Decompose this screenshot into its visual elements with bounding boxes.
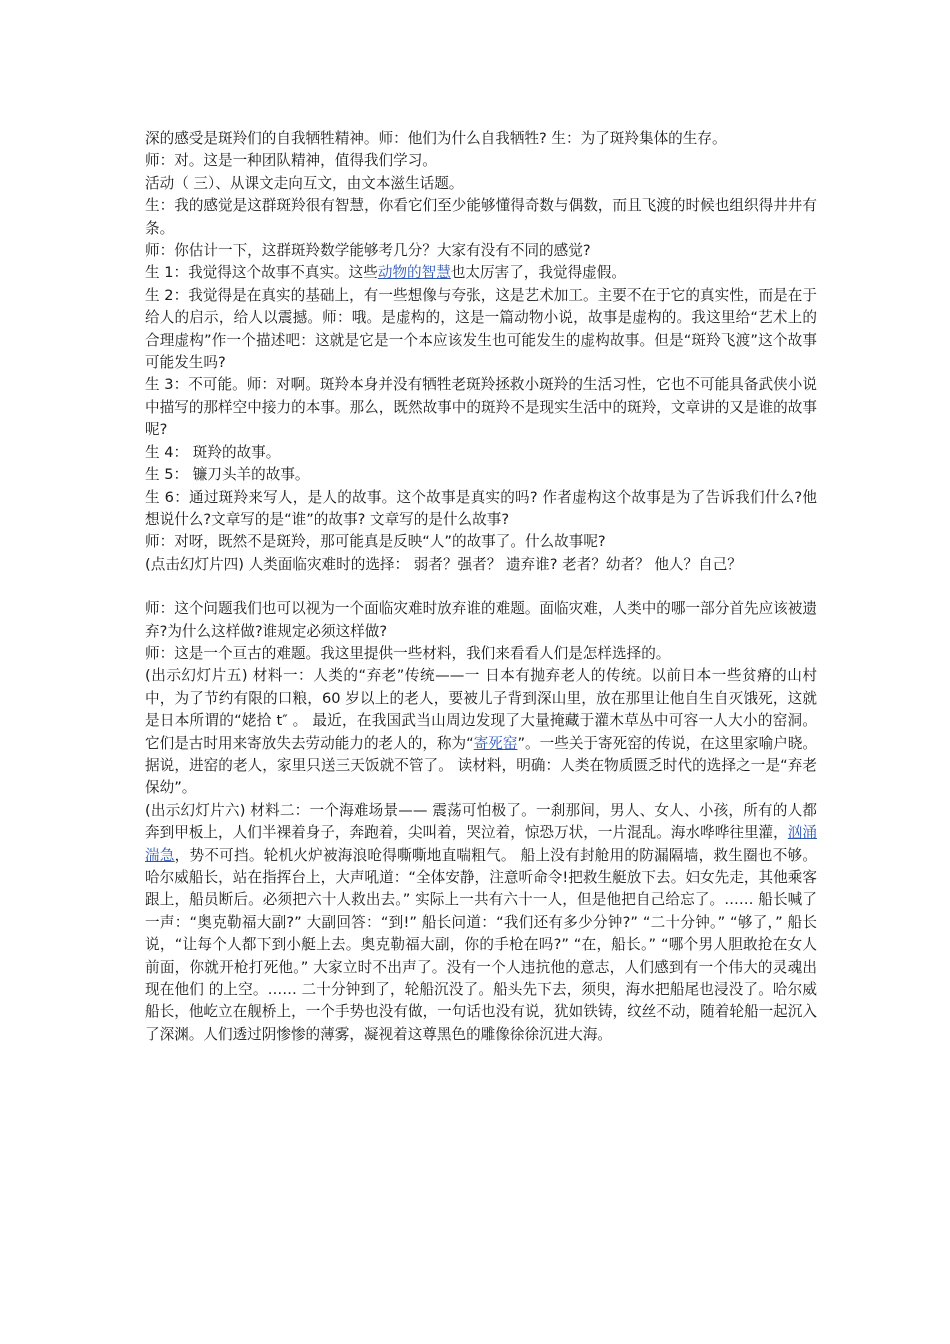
paragraph-3: 活动（ 三）、从课文走向互文，由文本滋生话题。 [145,174,464,192]
paragraph-14: 师：这个问题我们也可以视为一个面临灾难时放弃谁的难题。面临灾难，人类中的哪一部分首先应该被遗弃?为什么这样做?谁规定必须这样做? [145,600,817,640]
paragraph-4: 生：我的感觉是这群斑羚很有智慧，你看它们至少能够懂得奇数与偶数，而且飞渡的时候也组织得井井有条。 [145,197,817,237]
paragraph-10: 生 5： 镰刀头羊的故事。 [145,466,310,484]
paragraph-16-text-a: (出示幻灯片五) 材料一：人类的“弃老”传统——一 日本有抛弃老人的传统。以前日本一些贫瘠的山村中，为了节约有限的口粮，60 岁以上的老人，要被儿子背到深山里，放在那里让他自生自灭饿死，这就是日本所谓的“姥拾 t″ 。 最近，在我国武当山周边发现了大量掩藏于灌木草丛中可容一人大小的窑洞。它们是古时用来寄放失去劳动能力的老人的，称为“ [145,667,817,752]
paragraph-15: 师：这是一个亘古的难题。我这里提供一些材料，我们来看看人们是怎样选择的。 [145,644,671,662]
paragraph-9: 生 4： 斑羚的故事。 [145,443,281,461]
link-animal-wisdom[interactable]: 动物的智慧 [377,264,451,282]
paragraph-16-text-b: ”。一些关于寄死窑的传说，在这里家喻户晓。据说，进窑的老人，家里只送三天饭就不管了。 读材料，明确：人类在物质匮乏时代的选择之一是“弃老保幼”。 [145,734,817,797]
paragraph-17-text-a: (出示幻灯片六) 材料二：一个海难场景—— 震荡可怕极了。一刹那间，男人、女人、小孩，所有的人都奔到甲板上，人们半裸着身子，奔跑着，尖叫着，哭泣着，惊恐万状，一片混乱。海水哗哗往里灌， [145,801,817,842]
paragraph-6-text-b: 也太厉害了，我觉得虚假。 [450,264,626,282]
paragraph-11: 生 6：通过斑羚来写人，是人的故事。这个故事是真实的吗? 作者虚构这个故事是为了告诉我们什么?他想说什么?文章写的是“谁”的故事? 文章写的是什么故事? [145,488,817,528]
paragraph-2: 师：对。这是一种团队精神，值得我们学习。 [145,152,437,170]
document-page [145,128,817,1046]
link-xiongyong[interactable]: 汹涌湍急 [145,824,817,864]
paragraph-6-text-a: 生 1：我觉得这个故事不真实。这些 [145,264,378,282]
paragraph-13: (点击幻灯片四) 人类面临灾难时的选择： 弱者？强者？ 遗弃谁? 老者？幼者？ 他人？自己？ [145,555,742,573]
paragraph-16 [145,665,817,799]
paragraph-6 [145,262,817,284]
paragraph-7: 生 2：我觉得是在真实的基础上，有一些想像与夸张，这是艺术加工。主要不在于它的真实性，而是在于给人的启示，给人以震撼。师：哦。是虚构的，这是一篇动物小说，故事是虚构的。我这里给“艺术上的合理虚构”作一个描述吧：这就是它是一个本应该发生也可能发生的虚构故事。但是“斑羚飞渡”这个故事可能发生吗? [145,286,817,372]
paragraph-8: 生 3：不可能。师：对啊。斑羚本身并没有牺牲老斑羚拯救小斑羚的生活习性，它也不可能具备武侠小说中描写的那样空中接力的本事。那么，既然故事中的斑羚不是现实生活中的斑羚，文章讲的又是谁的故事呢? [145,376,817,439]
paragraph-17-text-b: ，势不可挡。轮机火炉被海浪呛得嘶嘶地直喘粗气。 船上没有封舱用的防漏隔墙，救生圈也不够。哈尔威船长，站在指挥台上，大声吼道：“全体安静，注意听命令!把救生艇放下去。妇女先走，其他乘客跟上，船员断后。必须把六十人救出去。” 实际上一共有六十一人，但是他把自己给忘了。…… 船长喊了一声：“奥克勒福大副?” 大副回答：“到!” 船长问道：“我们还有多少分钟?” “二十分钟。” “够了，” 船长说，“让每个人都下到小艇上去。奥克勒福大副，你的手枪在吗?” “在，船长。” “哪个男人胆敢抢在女人前面，你就开枪打死他。” 大家立时不出声了。没有一个人违抗他的意志，人们感到有一个伟大的灵魂出现在他们 的上空。…… 二十分钟到了，轮船沉没了。船头先下去，须臾，海水把船尾也浸没了。哈尔威船长，他屹立在舰桥上，一个手势也没有做，一句话也没有说，犹如铁铸，纹丝不动，随着轮船一起沉入了深渊。人们透过阴惨惨的薄雾，凝视着这尊黑色的雕像徐徐沉进大海。 [145,846,817,1043]
paragraph-12: 师：对呀，既然不是斑羚，那可能真是反映“人”的故事了。什么故事呢? [145,533,606,551]
paragraph-17 [145,800,817,1046]
link-jisiyao[interactable]: 寄死窑 [473,734,518,752]
paragraph-1: 深的感受是斑羚们的自我牺牲精神。师：他们为什么自我牺牲? 生：为了斑羚集体的生存。 [145,130,727,147]
paragraph-5: 师：你估计一下，这群斑羚数学能够考几分？大家有没有不同的感觉? [145,242,591,260]
blank-line [145,576,817,598]
